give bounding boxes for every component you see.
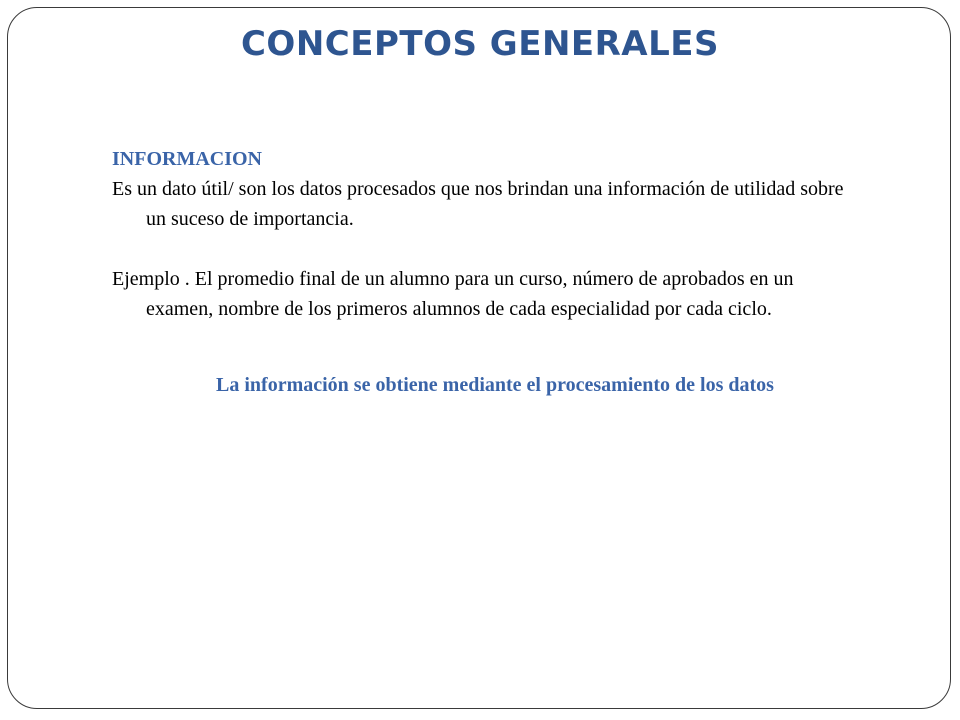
paragraph-spacer [112, 234, 852, 264]
slide-title: CONCEPTOS GENERALES [240, 24, 719, 64]
conclusion-text: La información se obtiene mediante el procesamiento de los datos [216, 374, 774, 396]
slide-frame [7, 7, 951, 709]
definition-paragraph: Es un dato útil/ son los datos procesados que nos brindan una información de utilidad sobre un suceso de importancia. [112, 178, 844, 230]
example-paragraph: Ejemplo . El promedio final de un alumno para un curso, número de aprobados en un examen, nombre de los primeros alumnos de cada especialidad por cada ciclo. [112, 268, 794, 320]
slide-content [112, 144, 852, 324]
section-heading: INFORMACION [112, 148, 262, 170]
